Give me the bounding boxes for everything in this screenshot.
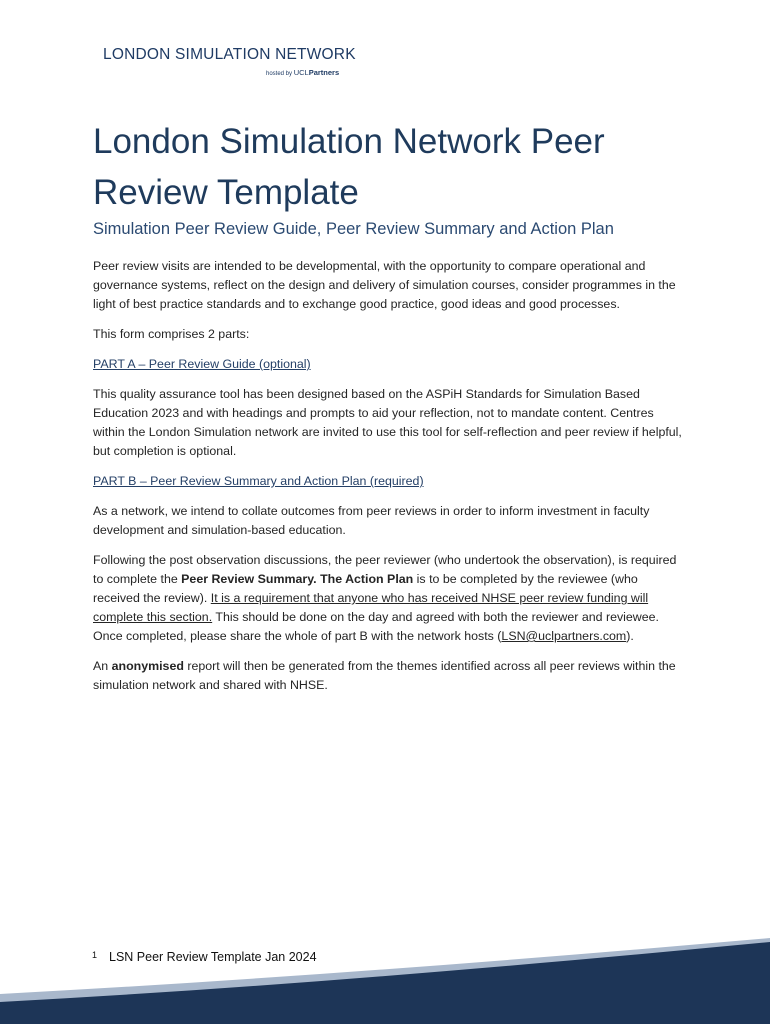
following-text-3: This should be done on the day and agreed with both the reviewer and reviewee. Once completed, please share the whole of part B with the network hosts ( (93, 610, 659, 643)
following-requirement: It is a requirement that anyone who has received NHSE peer review funding will complete this section. (93, 591, 649, 624)
part-a-heading (93, 355, 685, 374)
wave-dark-band (0, 942, 770, 1024)
following-text-1: Following the post observation discussions, the peer reviewer (who undertook the observation), is required to complete the (93, 553, 677, 586)
footer-wave-decoration (0, 930, 770, 1024)
following-text-4: ). (626, 629, 634, 643)
document-body (93, 257, 685, 706)
final-bold: anonymised (111, 659, 184, 673)
footer-text: LSN Peer Review Template Jan 2024 (109, 950, 317, 964)
part-b-link[interactable]: PART B – Peer Review Summary and Action Plan (required) (93, 474, 424, 488)
logo-hosted-by (266, 68, 339, 77)
parts-intro: This form comprises 2 parts: (93, 327, 250, 341)
logo-hosted-label: hosted by (266, 71, 293, 77)
logo-ucl: UCL (293, 68, 309, 77)
part-b-heading (93, 472, 685, 491)
following-text-2: is to be completed by the reviewee (who received the review). (93, 572, 638, 605)
logo-title: LONDON SIMULATION NETWORK (103, 46, 356, 63)
email-link[interactable]: LSN@uclpartners.com (501, 629, 627, 643)
intro-paragraph: Peer review visits are intended to be developmental, with the opportunity to compare operational and governance systems, reflect on the design and delivery of simulation courses, consider programmes in the light of best practice standards and to exchange good practice, good ideas and good processes. (93, 259, 676, 311)
page-number: 1 (92, 950, 98, 960)
final-text-1: An (93, 659, 112, 673)
logo-partners: Partners (308, 68, 340, 77)
page-title: London Simulation Network Peer Review Template (93, 122, 605, 212)
page-subtitle: Simulation Peer Review Guide, Peer Review Summary and Action Plan (93, 220, 614, 238)
final-text-2: report will then be generated from the themes identified across all peer reviews within the simulation network and shared with NHSE. (93, 659, 676, 692)
final-paragraph (93, 657, 685, 695)
part-a-description: This quality assurance tool has been designed based on the ASPiH Standards for Simulation Based Education 2023 and with headings and prompts to aid your reflection, not to mandate content. Centres within the London Simulation network are invited to use this tool for self-reflection and peer review if helpful, but completion is optional. (93, 387, 682, 458)
following-bold: Peer Review Summary. The Action Plan (181, 572, 414, 586)
part-b-description: As a network, we intend to collate outcomes from peer reviews in order to inform investment in faculty development and simulation-based education. (93, 504, 650, 537)
lsn-logo (103, 46, 356, 77)
following-paragraph (93, 551, 685, 646)
part-a-link[interactable]: PART A – Peer Review Guide (optional) (93, 357, 311, 371)
